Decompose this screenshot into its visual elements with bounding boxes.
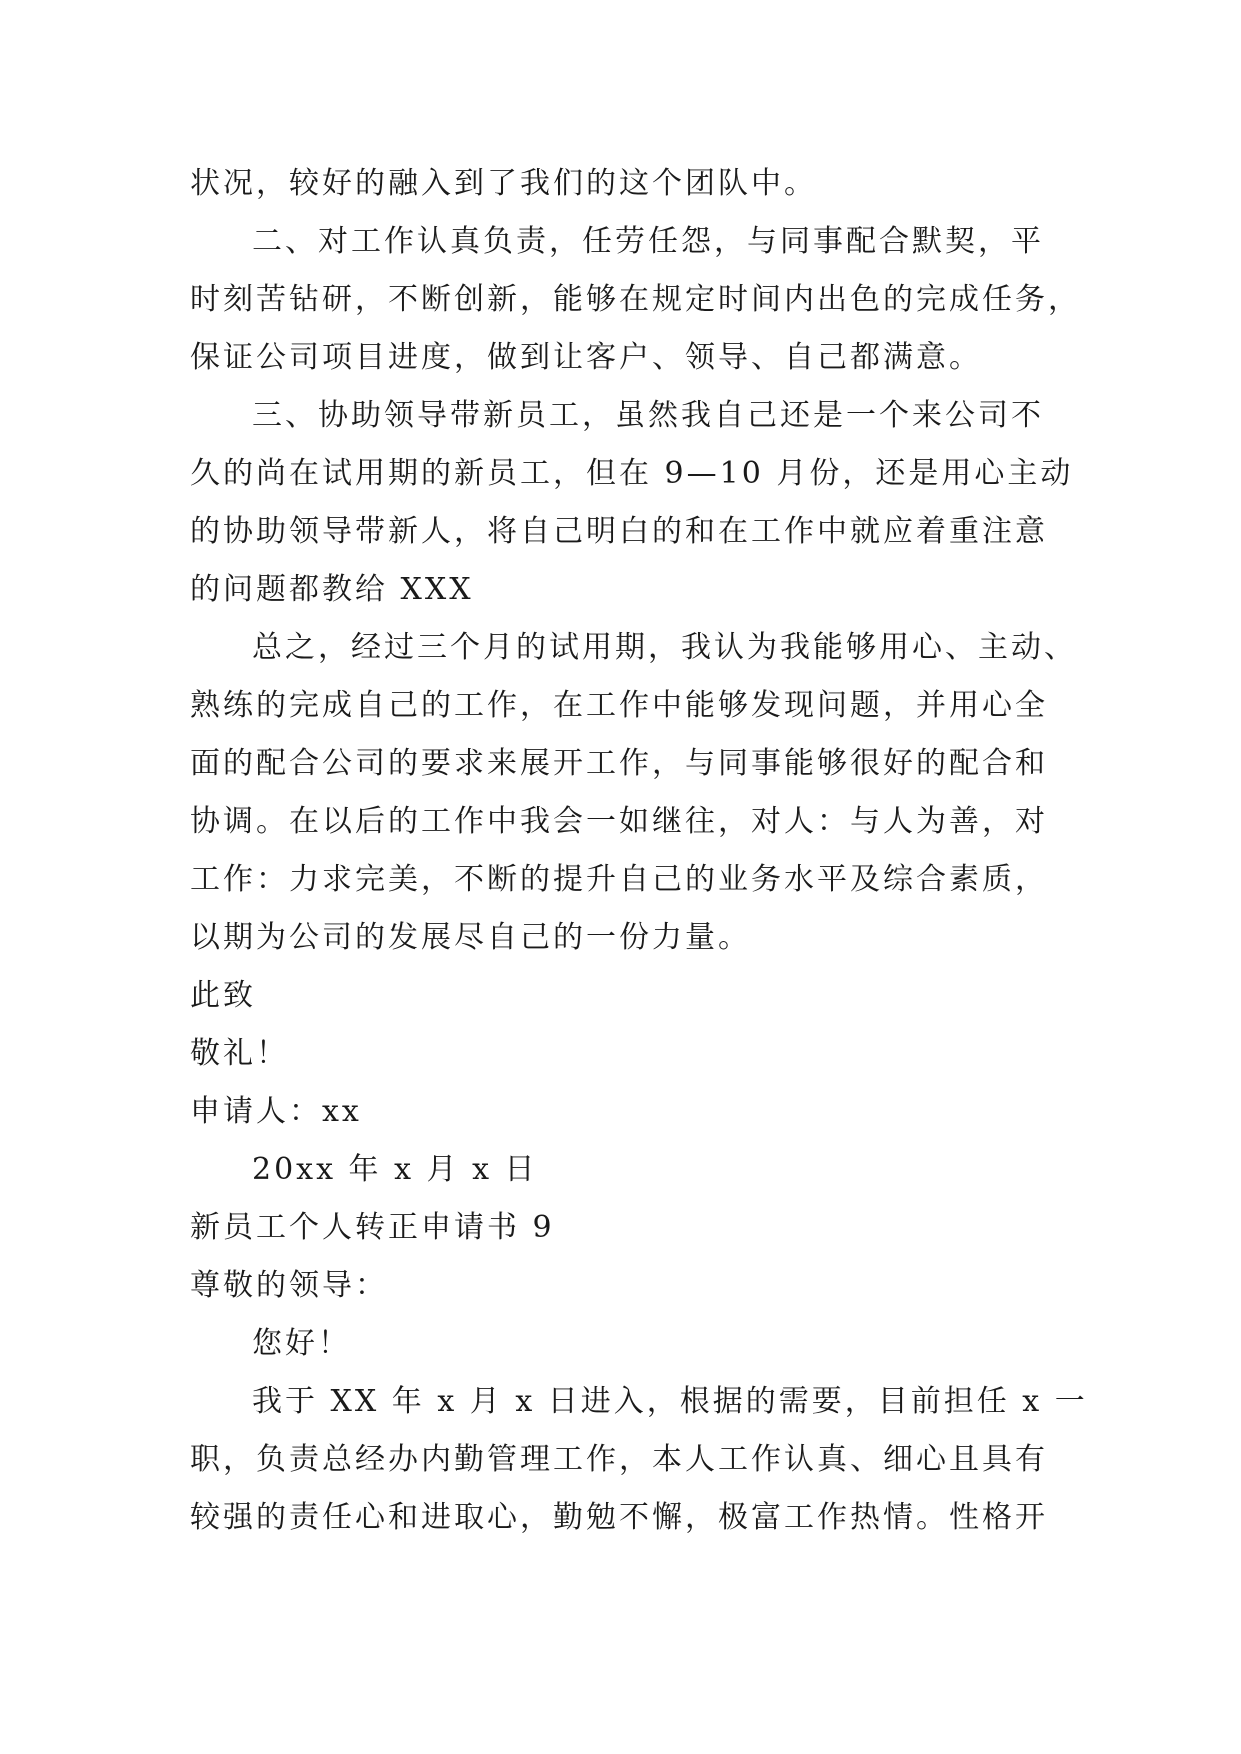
text-line: 三、协助领导带新员工，虽然我自己还是一个来公司不 [252, 398, 1044, 433]
text-line: 的问题都教给 XXX [190, 572, 474, 607]
greeting-line: 您好！ [252, 1326, 351, 1361]
salutation-line: 敬礼！ [190, 1036, 289, 1071]
text-line: 以期为公司的发展尽自己的一份力量。 [190, 920, 751, 955]
text-line: 总之，经过三个月的试用期，我认为我能够用心、主动、 [252, 630, 1077, 665]
text-line: 职，负责总经办内勤管理工作，本人工作认真、细心且具有 [190, 1442, 1048, 1477]
text-line: 久的尚在试用期的新员工，但在 9—10 月份，还是用心主动 [190, 456, 1074, 491]
text-line: 状况，较好的融入到了我们的这个团队中。 [190, 166, 817, 201]
text-line: 熟练的完成自己的工作，在工作中能够发现问题，并用心全 [190, 688, 1048, 723]
date-line: 20xx 年 x 月 x 日 [252, 1152, 538, 1187]
applicant-line: 申请人：xx [190, 1094, 362, 1129]
text-line: 我于 XX 年 x 月 x 日进入，根据的需要，目前担任 x 一 [252, 1384, 1088, 1419]
greeting-line: 尊敬的领导： [190, 1268, 388, 1303]
text-line: 较强的责任心和进取心，勤勉不懈，极富工作热情。性格开 [190, 1500, 1048, 1535]
text-line: 面的配合公司的要求来展开工作，与同事能够很好的配合和 [190, 746, 1048, 781]
text-line: 协调。在以后的工作中我会一如继往，对人：与人为善，对 [190, 804, 1048, 839]
text-line: 保证公司项目进度，做到让客户、领导、自己都满意。 [190, 340, 982, 375]
text-line: 的协助领导带新人，将自己明白的和在工作中就应着重注意 [190, 514, 1048, 549]
text-line: 工作：力求完美，不断的提升自己的业务水平及综合素质， [190, 862, 1048, 897]
closing-line: 此致 [190, 978, 256, 1013]
section-title: 新员工个人转正申请书 9 [190, 1210, 555, 1245]
text-line: 时刻苦钻研，不断创新，能够在规定时间内出色的完成任务， [190, 282, 1081, 317]
text-line: 二、对工作认真负责，任劳任怨，与同事配合默契，平 [252, 224, 1044, 259]
